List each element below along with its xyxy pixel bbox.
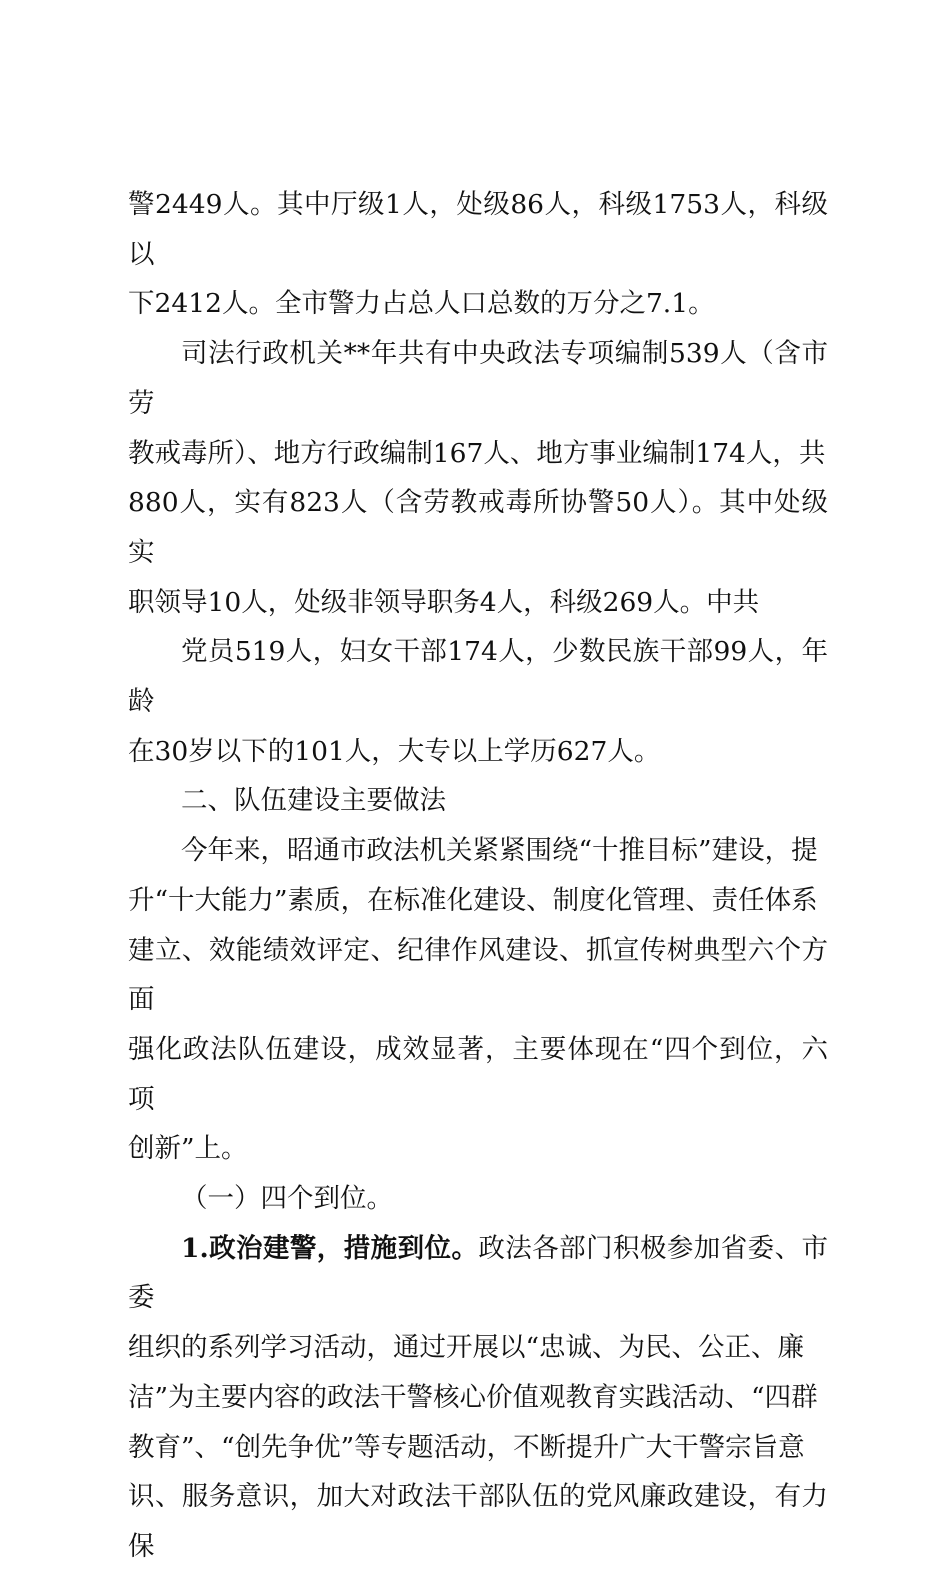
paragraph-police-stats bbox=[128, 180, 828, 329]
text-line: 880人，实有823人（含劳教戒毒所协警50人）。其中处级实 bbox=[128, 487, 828, 568]
text-run: 政法各部门积极参加省委、市委 bbox=[128, 1232, 829, 1314]
text-line: 警2449人。其中厅级1人，处级86人，科级1753人，科级以 bbox=[128, 189, 828, 270]
text-line: 职领导10人，处级非领导职务4人，科级269人。中共 bbox=[128, 586, 760, 618]
subsection-heading bbox=[128, 1174, 828, 1224]
text-line: 创新”上。 bbox=[128, 1133, 248, 1165]
text-line: 组织的系列学习活动，通过开展以“忠诚、为民、公正、廉 bbox=[128, 1332, 805, 1364]
text-line: 识、服务意识，加大对政法干部队伍的党风廉政建设，有力保 bbox=[128, 1481, 828, 1562]
paragraph-party-members bbox=[128, 627, 828, 776]
paragraph-overview bbox=[128, 826, 828, 1174]
text-line bbox=[128, 1224, 828, 1323]
section-heading bbox=[128, 776, 828, 826]
text-line: 升“十大能力”素质，在标准化建设、制度化管理、责任体系 bbox=[128, 884, 818, 916]
text-line: 下2412人。全市警力占总人口总数的万分之7.1。 bbox=[128, 288, 715, 320]
text-line: 在30岁以下的101人，大专以上学历627人。 bbox=[128, 735, 661, 767]
text-line: （一）四个到位。 bbox=[181, 1183, 393, 1215]
text-line: 司法行政机关**年共有中央政法专项编制539人（含市劳 bbox=[128, 338, 828, 419]
bold-lead-text: 1.政治建警，措施到位。 bbox=[181, 1232, 479, 1264]
text-line: 党员519人，妇女干部174人，少数民族干部99人，年龄 bbox=[128, 636, 828, 718]
text-line: 二、队伍建设主要做法 bbox=[181, 785, 446, 817]
text-line: 教戒毒所）、地方行政编制167人、地方事业编制174人，共 bbox=[128, 437, 826, 469]
text-line: 建立、效能绩效评定、纪律作风建设、抓宣传树典型六个方面 bbox=[128, 934, 828, 1016]
paragraph-judicial-admin bbox=[128, 329, 828, 627]
text-line: 强化政法队伍建设，成效显著，主要体现在“四个到位，六项 bbox=[128, 1033, 828, 1115]
text-line: 洁”为主要内容的政法干警核心价值观教育实践活动、“四群 bbox=[128, 1381, 818, 1413]
text-line: 教育”、“创先争优”等专题活动，不断提升广大干警宗旨意 bbox=[128, 1431, 805, 1463]
paragraph-political-policing bbox=[128, 1224, 828, 1572]
text-line: 今年来，昭通市政法机关紧紧围绕“十推目标”建设，提 bbox=[181, 835, 818, 867]
document-body bbox=[128, 180, 828, 1572]
